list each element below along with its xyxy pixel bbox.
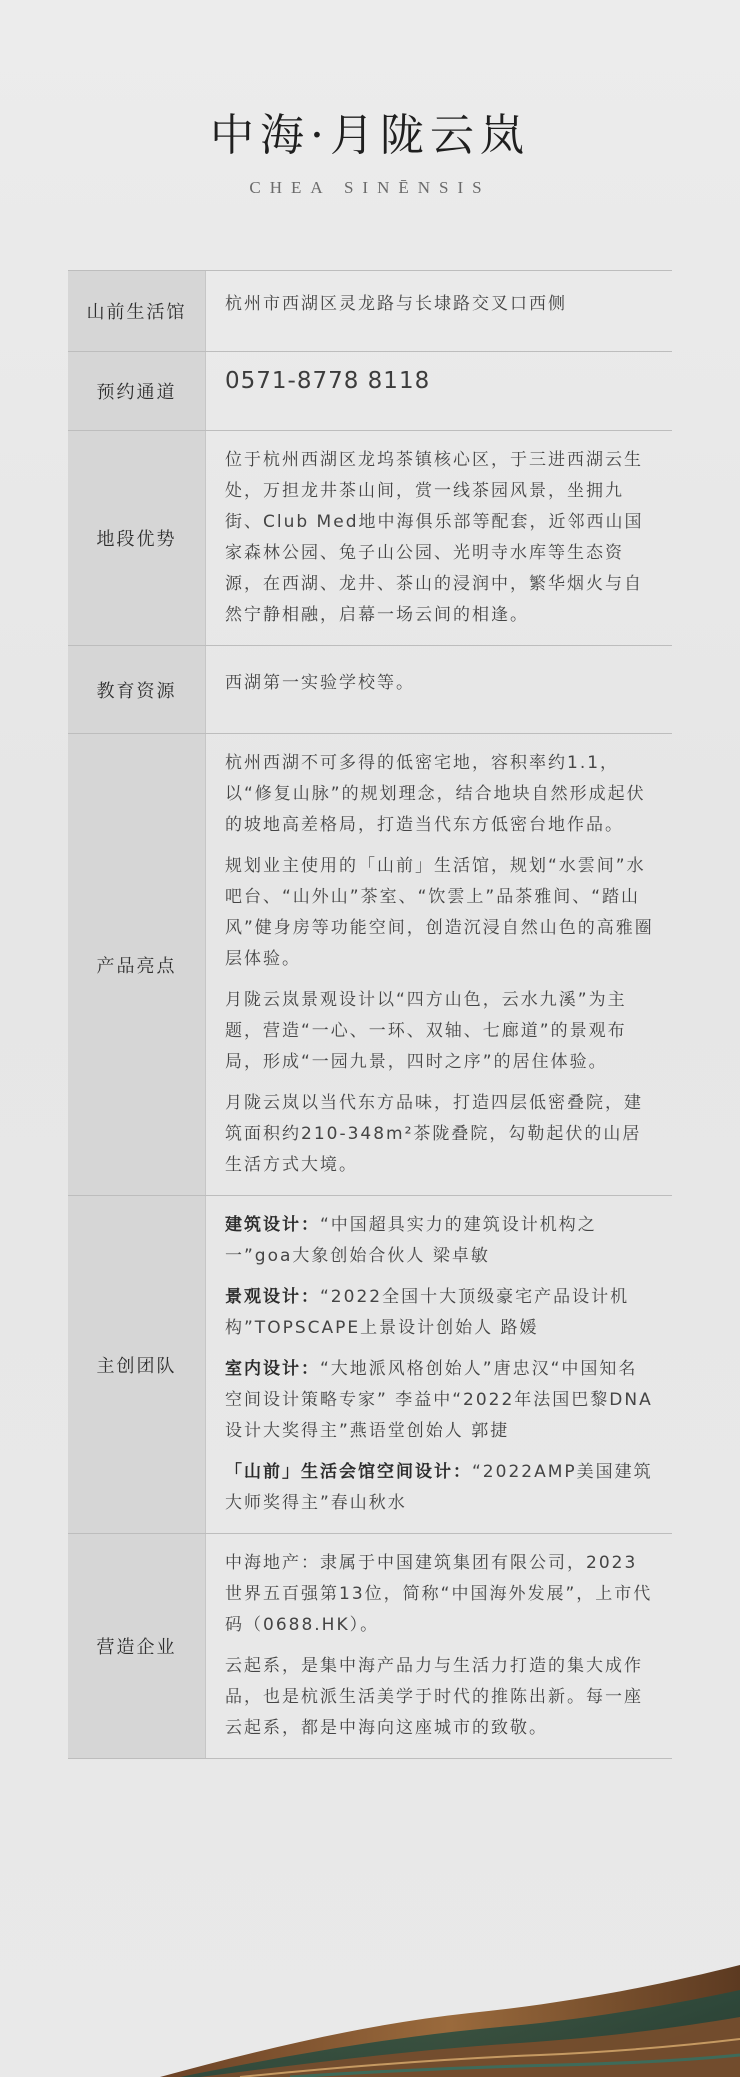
row-content (140, 271, 672, 351)
brand-subtitle: CHEA SINĒNSIS (249, 178, 491, 197)
landscape-decoration (140, 1955, 740, 2077)
row-sales-center (68, 271, 672, 352)
info-table (68, 270, 672, 1759)
row-location (68, 431, 672, 646)
team-role: 建筑设计： (225, 1215, 320, 1235)
team-role: 室内设计： (225, 1359, 320, 1379)
row-team (68, 1196, 672, 1534)
paragraph: 杭州西湖不可多得的低密宅地，容积率约1.1，以“修复山脉”的规划理念，结合地块自然形成起伏的坡地高差格局，打造当代东方低密台地作品。 (225, 753, 646, 835)
paragraph: 月陇云岚景观设计以“四方山色，云水九溪”为主题，营造“一心、一环、双轴、七廊道”的景观布局，形成“一园九景，四时之序”的居住体验。 (225, 990, 627, 1072)
team-entry (225, 1354, 654, 1447)
row-content (140, 1534, 672, 1758)
row-content (140, 1196, 672, 1533)
row-label: 产品亮点 (68, 734, 206, 1195)
team-entry (225, 1282, 654, 1344)
row-content (140, 352, 672, 430)
team-role: 景观设计： (225, 1287, 320, 1307)
phone-number[interactable]: 0571-8778 8118 (225, 368, 431, 394)
row-label: 预约通道 (68, 352, 206, 430)
row-education (68, 646, 672, 734)
row-content (140, 646, 672, 733)
row-label: 营造企业 (68, 1534, 206, 1758)
address-text: 杭州市西湖区灵龙路与长埭路交叉口西侧 (225, 294, 567, 314)
team-text: “2022全国十大顶级豪宅产品设计机构”TOPSCAPE上景设计创始人 路媛 (225, 1287, 630, 1338)
team-text: “中国超具实力的建筑设计机构之一”goa大象创始合伙人 梁卓敏 (225, 1215, 597, 1266)
row-content (140, 734, 672, 1195)
paragraph: 规划业主使用的「山前」生活馆，规划“水雲间”水吧台、“山外山”茶室、“饮雲上”品茶雅间、“踏山风”健身房等功能空间，创造沉浸自然山色的高雅圈层体验。 (225, 856, 654, 969)
paragraph: 西湖第一实验学校等。 (225, 673, 415, 693)
paragraph: 云起系，是集中海产品力与生活力打造的集大成作品，也是杭派生活美学于时代的推陈出新。每一座云起系，都是中海向这座城市的致敬。 (225, 1656, 643, 1738)
row-highlights (68, 734, 672, 1196)
team-text: “2022AMP美国建筑大师奖得主”春山秋水 (225, 1462, 653, 1513)
team-entry (225, 1457, 654, 1519)
paragraph: 中海地产：隶属于中国建筑集团有限公司，2023世界五百强第13位，简称“中国海外发展”，上市代码（0688.HK）。 (225, 1553, 653, 1635)
row-label: 主创团队 (68, 1196, 206, 1533)
row-label: 教育资源 (68, 646, 206, 733)
team-role: 「山前」生活会馆空间设计： (225, 1462, 472, 1482)
paragraph: 月陇云岚以当代东方品味，打造四层低密叠院，建筑面积约210-348m²茶陇叠院，勾勒起伏的山居生活方式大境。 (225, 1093, 643, 1175)
team-entry (225, 1210, 654, 1272)
brand-title: 中海·月陇云岚 (210, 110, 530, 161)
paragraph: 位于杭州西湖区龙坞茶镇核心区，于三进西湖云生处，万担龙井茶山间，赏一线茶园风景，坐拥九街、Club Med地中海俱乐部等配套，近邻西山国家森林公园、兔子山公园、光明寺水库等生态资源，在西湖、龙井、茶山的浸润中，繁华烟火与自然宁静相融，启幕一场云间的相逢。 (225, 450, 644, 625)
row-content (140, 431, 672, 645)
row-developer (68, 1534, 672, 1759)
team-text: “大地派风格创始人”唐忠汉“中国知名空间设计策略专家” 李益中“2022年法国巴黎DNA设计大奖得主”燕语堂创始人 郭捷 (225, 1359, 653, 1441)
row-label: 山前生活馆 (68, 271, 206, 351)
brand-header (0, 108, 740, 198)
row-label: 地段优势 (68, 431, 206, 645)
row-booking (68, 352, 672, 431)
